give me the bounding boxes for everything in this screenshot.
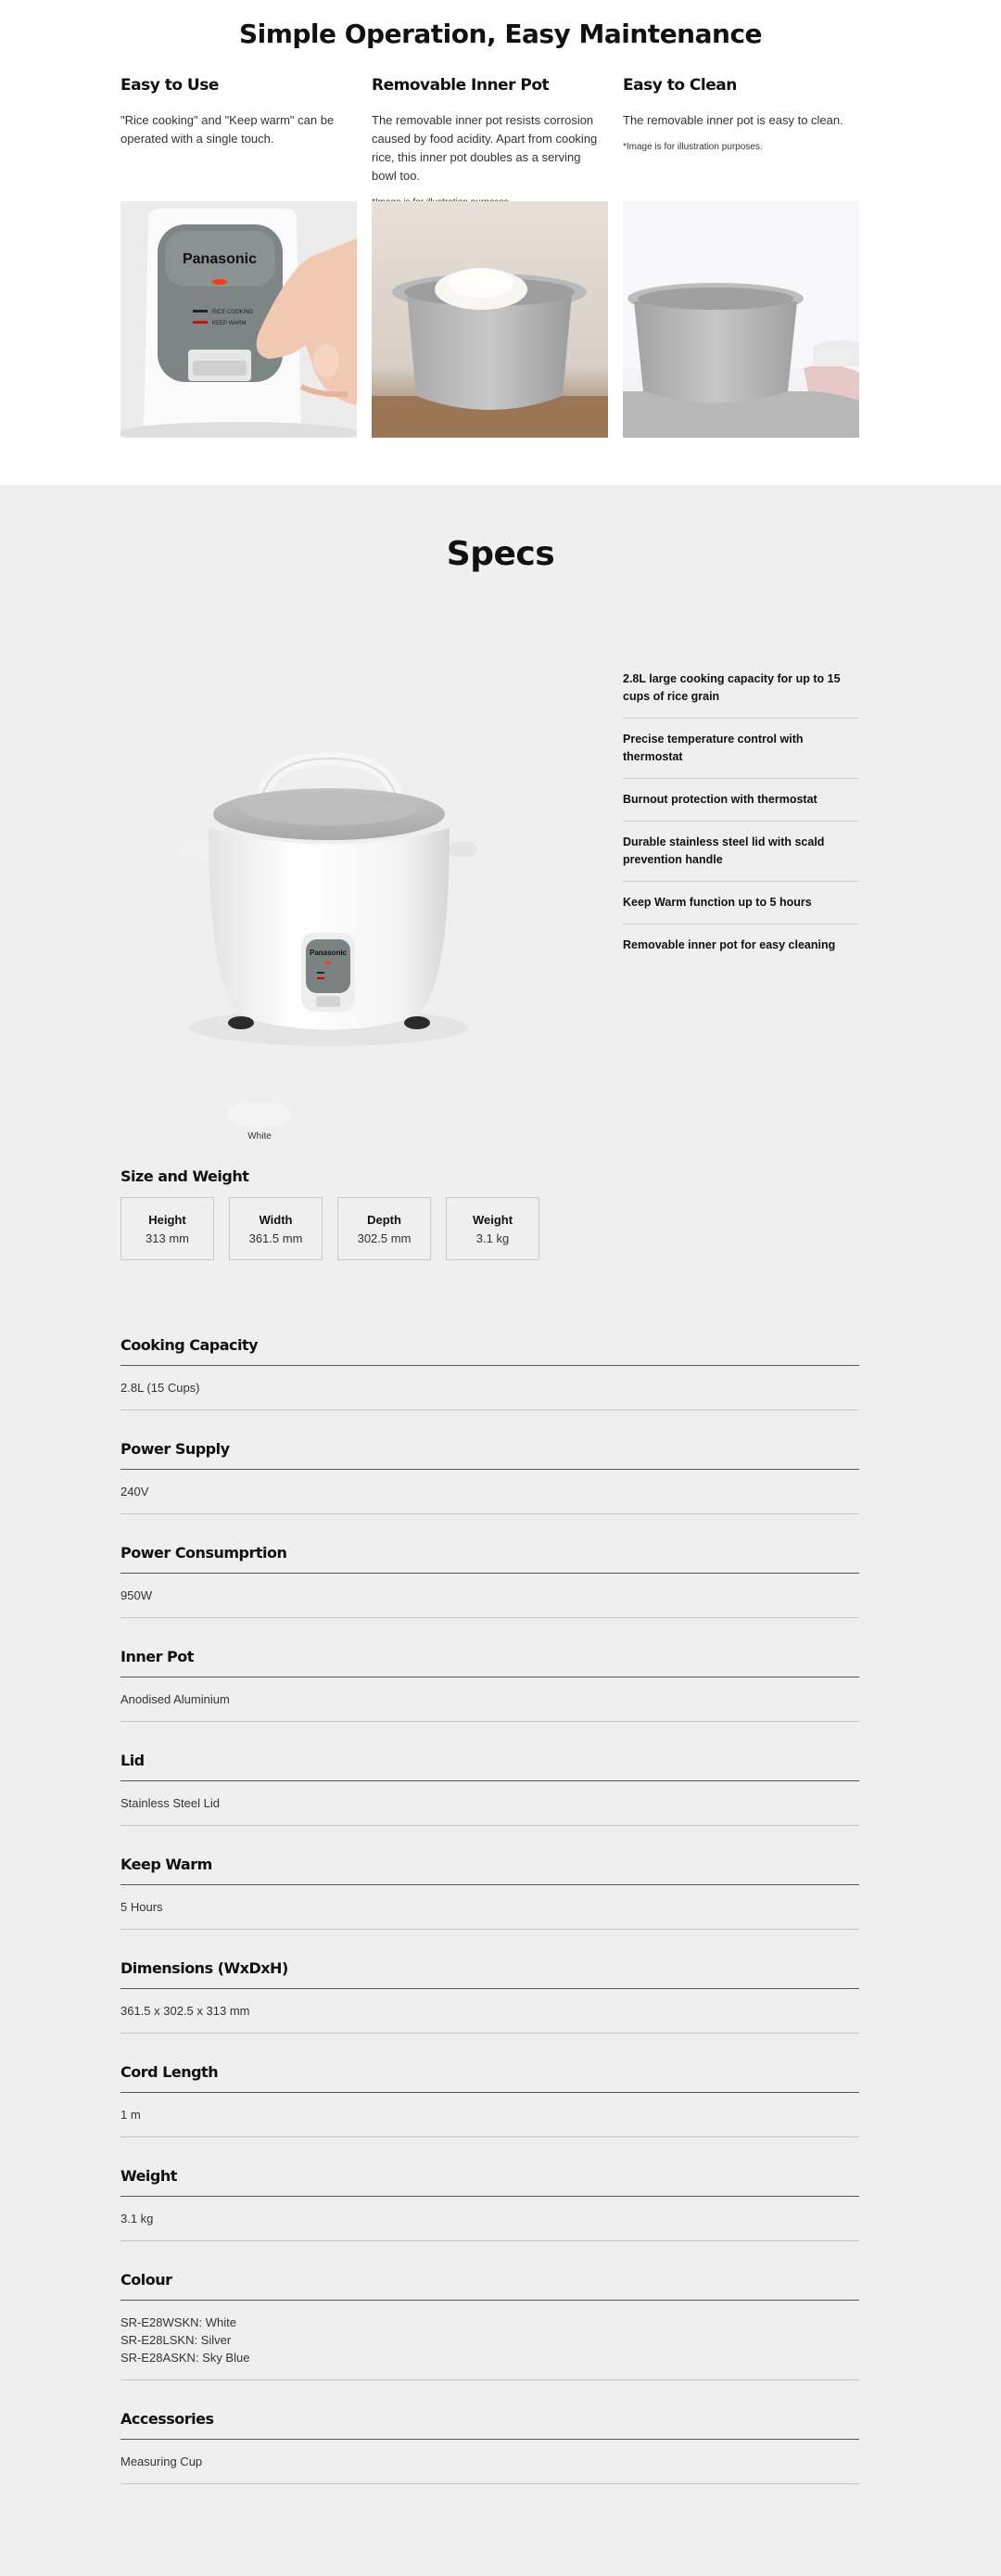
inner-pot-clean-image — [623, 201, 859, 438]
feature-text: The removable inner pot is easy to clean. — [623, 113, 843, 127]
spec-row-inner-pot — [120, 1648, 859, 1722]
specs-table — [120, 1336, 859, 2514]
spec-value: 240V — [120, 1470, 859, 1514]
feature-item: Precise temperature control with thermostat — [623, 719, 859, 779]
spec-row-cord-length — [120, 2063, 859, 2137]
spec-label: Lid — [120, 1752, 859, 1781]
spec-row-weight — [120, 2167, 859, 2241]
spec-label: Keep Warm — [120, 1855, 859, 1885]
spec-value: 2.8L (15 Cups) — [120, 1366, 859, 1410]
feature-text: "Rice cooking" and "Keep warm" can be operated with a single touch. — [120, 113, 335, 146]
spec-label: Weight — [120, 2167, 859, 2197]
spec-value: 5 Hours — [120, 1885, 859, 1930]
size-box-height — [120, 1197, 214, 1260]
section-title: Simple Operation, Easy Maintenance — [238, 19, 763, 49]
colour-option: SR-E28ASKN: Sky Blue — [120, 2351, 250, 2365]
spec-value: 3.1 kg — [120, 2197, 859, 2241]
spec-value: Stainless Steel Lid — [120, 1781, 859, 1826]
spec-row-accessories — [120, 2410, 859, 2484]
size-value: 313 mm — [146, 1231, 189, 1245]
feature-item: Burnout protection with thermostat — [623, 779, 859, 822]
panel-label-rice: RICE COOKING — [212, 310, 254, 315]
spec-label: Colour — [120, 2271, 859, 2301]
inner-pot-rice-image — [372, 201, 608, 438]
spec-row-power-consumption — [120, 1544, 859, 1618]
feature-item: Durable stainless steel lid with scald prevention handle — [623, 822, 859, 882]
colour-option: SR-E28LSKN: Silver — [120, 2333, 232, 2347]
spec-row-lid — [120, 1752, 859, 1826]
size-label: Depth — [367, 1213, 401, 1227]
product-brand: Panasonic — [309, 949, 348, 957]
feature-item: 2.8L large cooking capacity for up to 15 cups of rice grain — [623, 670, 859, 719]
colour-option: SR-E28WSKN: White — [120, 2315, 236, 2329]
maintenance-section — [0, 0, 1001, 485]
spec-row-keep-warm — [120, 1855, 859, 1930]
spec-value: 361.5 x 302.5 x 313 mm — [120, 1989, 859, 2034]
colour-swatch-white[interactable] — [227, 1102, 292, 1128]
spec-value: Anodised Aluminium — [120, 1677, 859, 1722]
size-weight-boxes — [120, 1197, 539, 1260]
panel-label-warm: KEEP WARM — [212, 321, 247, 326]
size-label: Height — [148, 1213, 186, 1227]
spec-row-dimensions — [120, 1959, 859, 2034]
feature-item: Keep Warm function up to 5 hours — [623, 882, 859, 925]
feature-removable-inner-pot — [372, 76, 608, 210]
spec-label: Cooking Capacity — [120, 1336, 859, 1366]
size-box-depth — [337, 1197, 431, 1260]
spec-label: Power Supply — [120, 1440, 859, 1470]
feature-title: Removable Inner Pot — [372, 76, 550, 95]
spec-value: 950W — [120, 1574, 859, 1618]
size-label: Width — [259, 1213, 293, 1227]
feature-note: *Image is for illustration purposes. — [623, 142, 763, 152]
spec-row-power-supply — [120, 1440, 859, 1514]
specs-section — [0, 485, 1001, 2576]
feature-easy-to-use — [120, 76, 357, 148]
size-value: 3.1 kg — [475, 1231, 510, 1245]
feature-text: The removable inner pot resists corrosion caused by food acidity. Apart from cooking rice, this inner pot doubles as a serving bowl too. — [372, 113, 598, 183]
feature-item: Removable inner pot for easy cleaning — [623, 938, 836, 951]
spec-value: Measuring Cup — [120, 2440, 859, 2484]
feature-title: Easy to Use — [120, 76, 219, 95]
spec-label: Accessories — [120, 2410, 859, 2440]
spec-label: Dimensions (WxDxH) — [120, 1959, 859, 1989]
feature-easy-to-clean — [623, 76, 859, 154]
size-box-width — [229, 1197, 323, 1260]
colour-swatch-label: White — [247, 1131, 272, 1141]
spec-label: Inner Pot — [120, 1648, 859, 1677]
panel-brand: Panasonic — [182, 251, 258, 267]
specs-title: Specs — [446, 535, 555, 573]
size-value: 361.5 mm — [248, 1231, 303, 1245]
spec-row-colour — [120, 2271, 859, 2380]
size-box-weight — [446, 1197, 539, 1260]
spec-value — [120, 2301, 859, 2380]
spec-label: Cord Length — [120, 2063, 859, 2093]
feature-title: Easy to Clean — [623, 76, 737, 95]
rice-cooker-image — [171, 712, 487, 1065]
spec-value: 1 m — [120, 2093, 859, 2137]
spec-row-cooking-capacity — [120, 1336, 859, 1410]
size-weight-title: Size and Weight — [120, 1167, 249, 1185]
control-panel-image — [120, 201, 357, 438]
size-label: Weight — [472, 1213, 513, 1227]
key-features-list — [623, 670, 859, 966]
size-value: 302.5 mm — [357, 1231, 412, 1245]
spec-label: Power Consumprtion — [120, 1544, 859, 1574]
